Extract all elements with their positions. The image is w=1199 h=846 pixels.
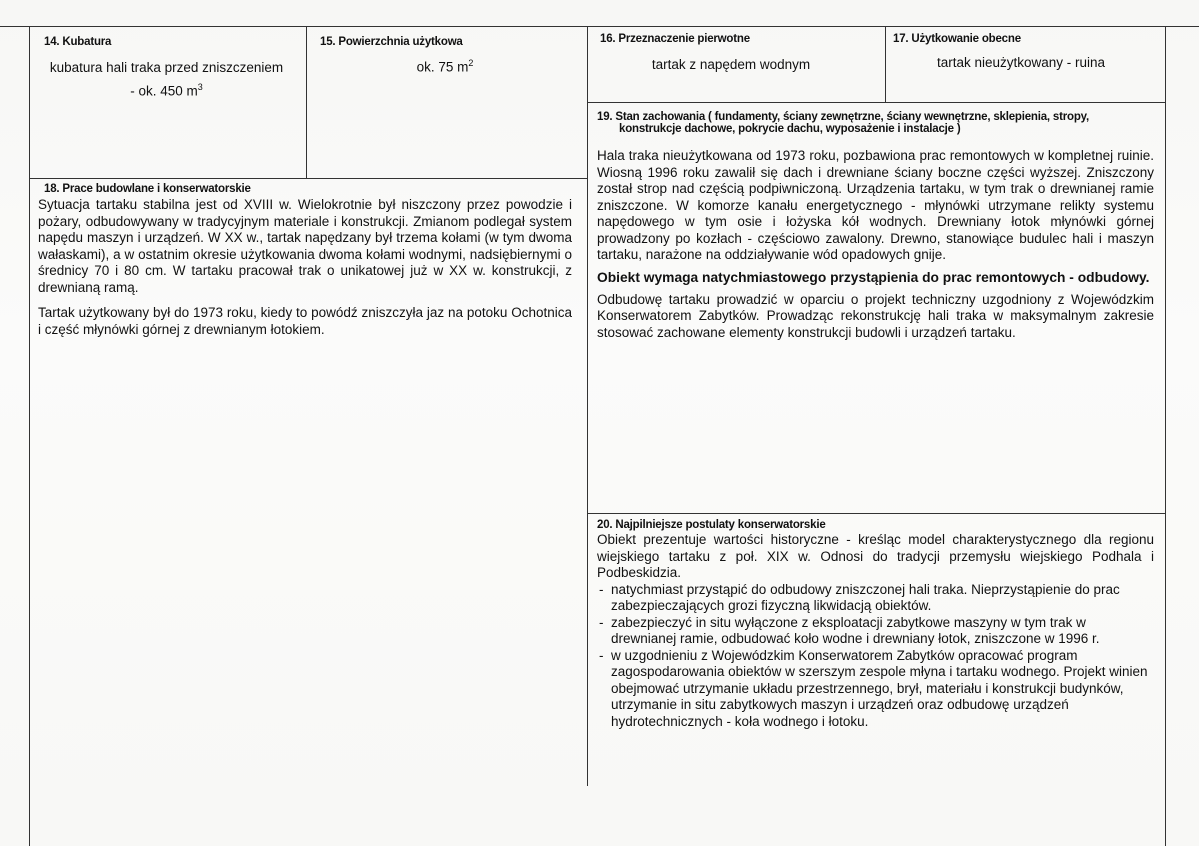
field-19-title-cont: konstrukcje dachowe, pokrycie dachu, wyposażenie i instalacje ) [619, 123, 961, 135]
list-bullet: - [599, 581, 604, 597]
left-border [29, 26, 30, 846]
field-17-title: 17. Użytkowanie obecne [893, 33, 1021, 45]
field-19-stan [597, 111, 1154, 341]
list-item [597, 648, 1154, 731]
top-border [0, 26, 1199, 27]
list-item [597, 582, 1154, 615]
field-17-uzytkowanie [893, 33, 1161, 70]
list-item [597, 615, 1154, 648]
field-19-paragraph-1: Hala traka nieużytkowana od 1973 roku, pozbawiona prac remontowych w kompletnej ruinie. Wiosną 1996 roku zawalił się dach i drewniane ściany boczne części wyższej. Zniszczony został strop nad częścią podpiwniczoną. Urządzenia tartaku, w tym trak o drewnianej ramie zniszczone. W komorze kanału energetycznego - młynówki utrzymane relikty systemu napędowego w tym osie i łożyska kół wodnych. Drewniany łotok młynówki górnej prowadzony po kozłach - częściowo zawalony. Drewno, stanowiące budulec hali i maszyn tartaku, narażone na oddziaływanie wód opadowych gnije. [597, 148, 1154, 262]
list-item-text: natychmiast przystąpić do odbudowy zniszczonej hali traka. Nieprzystąpienie do prac zabezpieczających grozi fizyczną likwidacją obiektów. [611, 581, 1120, 613]
divider-14-15 [306, 26, 307, 178]
field-18-paragraph-2: Tartak użytkowany był do 1973 roku, kiedy to powódź zniszczyła jaz na potoku Ochotnica i część młynówki górnej z drewnianym łotokiem. [38, 305, 572, 337]
divider-row-18 [29, 178, 587, 179]
field-19-emphasis: Obiekt wymaga natychmiastowego przystąpienia do prac remontowych - odbudowy. [597, 269, 1150, 285]
field-19-title: 19. Stan zachowania ( fundamenty, ściany zewnętrzne, ściany wewnętrzne, sklepienia, stropy, [597, 111, 1090, 123]
list-bullet: - [599, 614, 604, 630]
right-border [1165, 26, 1166, 846]
field-14-line2 [44, 82, 289, 99]
field-14-value: - ok. 450 m [130, 83, 198, 99]
list-bullet: - [599, 647, 604, 663]
field-20-intro: Obiekt prezentuje wartości historyczne - kreśląc model charakterystycznego dla regionu wiejskiego tartaku z poł. XIX w. Odnosi do tradycji przemysłu wiejskiego Podhala i Podbeskidzia. [597, 532, 1154, 580]
field-14-unit-exponent: 3 [197, 82, 203, 92]
field-20-postulaty [597, 519, 1154, 730]
field-18-title: 18. Prace budowlane i konserwatorskie [44, 183, 251, 195]
field-20-list [597, 582, 1154, 731]
field-14-title: 14. Kubatura [44, 36, 112, 48]
list-item-text: w uzgodnieniu z Wojewódzkim Konserwatorem Zabytków opracować program zagospodarowania obiektów w szerszym zespole młyna i tartaku wodnego. Projekt winien obejmować utrzymanie układu przestrzennego, brył, materiału i konstrukcji budynków, utrzymanie in situ zabytkowych maszyn i urządzeń oraz odbudowę urządzeń hydrotechnicznych - koła wodnego i łotoku. [611, 647, 1148, 729]
field-15-title: 15. Powierzchnia użytkowa [320, 36, 463, 48]
field-14-line1: kubatura hali traka przed zniszczeniem [49, 60, 284, 75]
center-divider [587, 26, 588, 786]
divider-16-17 [885, 26, 886, 102]
divider-row-19 [587, 102, 1165, 103]
field-18-prace [38, 183, 572, 338]
field-17-value: tartak nieużytkowany - ruina [936, 55, 1106, 70]
field-15-powierzchnia [320, 36, 580, 75]
list-item-text: zabezpieczyć in situ wyłączone z eksploatacji zabytkowe maszyny w tym trak w drewnianej ramie, odbudować koło wodne i drewniany łotok, zniszczone w 1996 r. [611, 614, 1100, 646]
field-16-przeznaczenie [600, 33, 880, 72]
field-14-kubatura [44, 36, 294, 99]
field-15-value: ok. 75 m [416, 59, 469, 75]
field-20-title: 20. Najpilniejsze postulaty konserwatorskie [597, 519, 826, 531]
field-16-title: 16. Przeznaczenie pierwotne [600, 33, 750, 45]
field-19-paragraph-2: Odbudowę tartaku prowadzić w oparciu o projekt techniczny uzgodniony z Wojewódzkim Konserwatorem Zabytków. Prowadząc rekonstrukcję hali traka w maksymalnym zakresie stosować zachowane elementy konstrukcji budowli i urządzeń tartaku. [597, 291, 1154, 340]
field-18-paragraph-1: Sytuacja tartaku stabilna jest od XVIII w. Wielokrotnie był niszczony przez powodzie i pożary, odbudowywany w tradycyjnym materiale i konstrukcji. Zmianom podlegał system napędu maszyn i urządzeń. W XX w., tartak napędzany był trzema kołami (w tym dwoma wałaskami), a w ostatnim okresie użytkowania dwoma kołami wodnymi, nadsiębiernymi o średnicy 70 i 80 cm. W tartaku pracował trak o unikatowej już w XX w. konstrukcji, z drewnianą ramą. [38, 197, 572, 295]
divider-row-20 [587, 513, 1165, 514]
field-16-value: tartak z napędem wodnym [651, 57, 811, 72]
field-15-unit-exponent: 2 [468, 58, 474, 68]
field-15-value-line [320, 58, 570, 75]
